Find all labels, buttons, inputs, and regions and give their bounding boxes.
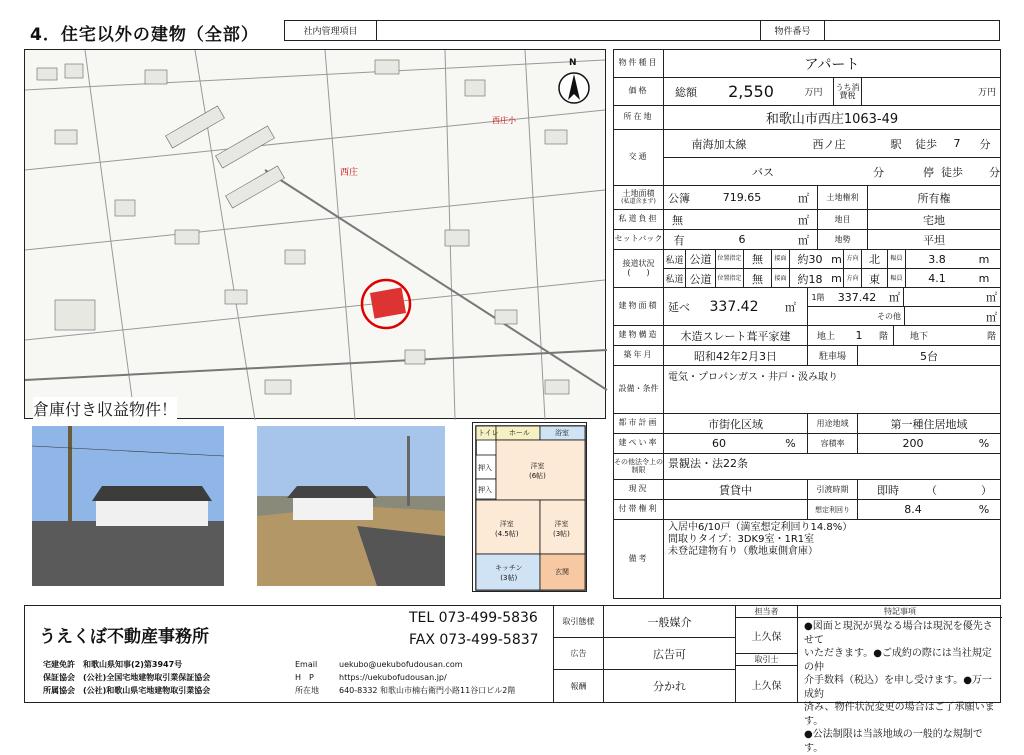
bldg-sqm: ㎡ (774, 288, 808, 325)
koubo: 公簿 (668, 191, 690, 205)
row-price (614, 78, 1000, 106)
parking-value: 5台 (920, 349, 938, 363)
genkyo-value: 賃貸中 (664, 480, 808, 499)
hikiwatashi-label: 引渡時期 (808, 480, 858, 499)
plan-kitchen: キッチン (3帖) (495, 564, 523, 582)
shozoku-label: 所属協会 (43, 686, 75, 695)
kenpei-value: 60 (712, 437, 726, 450)
tokki-label: 特記事項 (798, 606, 1002, 618)
plan-toilet: トイレ (478, 429, 499, 437)
kanri-label: 社内管理項目 (285, 21, 377, 40)
road2-pub: 公道 (686, 269, 716, 288)
floor-plan (472, 422, 587, 592)
torihikishi-value: 上久保 (736, 666, 798, 702)
sotei-value: 8.4 (904, 503, 922, 516)
nobe-label: 延べ (668, 300, 690, 314)
hoshu-value: 分かれ (604, 670, 736, 702)
chijo-value: 1 (855, 329, 863, 342)
road2-length: 約18 (797, 272, 823, 286)
parking-label: 駐車場 (808, 346, 858, 365)
bukken-label: 物件番号 (761, 21, 825, 40)
yoseki-pct: % (978, 437, 990, 450)
road2-width: 4.1 (928, 272, 946, 285)
tokki-line-1: ●図面と現況が異なる場合は現況を優先させて (804, 621, 993, 646)
page-title: 4．住宅以外の建物（全部） (30, 25, 259, 45)
row-road (614, 250, 1000, 288)
station: 西ノ庄 (812, 137, 846, 151)
spec-table (613, 49, 1001, 599)
map-tagline: 倉庫付き収益物件！ (33, 397, 177, 420)
setback-sqm: ㎡ (790, 230, 818, 249)
torihiki-value: 一般媒介 (604, 606, 736, 638)
email-value[interactable]: uekubo@uekubofudousan.com (339, 660, 463, 669)
price-label: 価格 (614, 78, 664, 105)
price-sogaku: 総額 (675, 85, 697, 99)
road-paren: ( ) (627, 267, 650, 277)
plan-bath: 浴室 (555, 429, 569, 437)
row-building-area (614, 288, 1000, 326)
road1-direction: 北 (862, 250, 888, 268)
tokki-line-5: ●公法制限は当該地域の一般的な規制です。 (804, 729, 983, 754)
north-arrow-icon (557, 58, 591, 108)
address-label: 所在地 (295, 686, 319, 695)
email-label: Email (295, 660, 318, 669)
row-futai (614, 500, 1000, 520)
road1-dir-label: 方向 (844, 250, 862, 268)
shido-value: 無 (672, 213, 683, 227)
row-other-law (614, 454, 1000, 480)
chimoku-value: 宅地 (923, 213, 945, 227)
kai2-unit: 階 (986, 332, 996, 342)
plan-room-3: 洋室 (3帖) (553, 520, 570, 538)
hosho-value: (公社)全国宅地建物取引業保証協会 (83, 673, 211, 682)
type-value: アパート (804, 56, 860, 73)
fun2-unit: 分 (989, 166, 1000, 179)
land-sub: (私道含まず) (621, 197, 656, 205)
bukken-value (825, 21, 999, 40)
road2-m: m (830, 269, 844, 288)
road2-direction: 東 (862, 269, 888, 288)
tei-label: 停 (923, 166, 934, 179)
struct-label: 建物構造 (614, 326, 664, 345)
price-tax-unit: 万円 (977, 88, 996, 98)
road1-kind: 私道 (664, 250, 686, 268)
biko-label: 備考 (614, 520, 664, 598)
hosho-label: 保証協会 (43, 673, 75, 682)
kenri-label: 土地権利 (818, 186, 868, 209)
addr-value: 和歌山市西庄1063-49 (765, 112, 899, 127)
city-value: 市街化区域 (664, 414, 808, 433)
road1-ichi-value: 無 (744, 250, 772, 268)
built-label: 築年月 (614, 346, 664, 365)
city-label: 都市計画 (614, 414, 664, 433)
walk-minutes: 7 (953, 137, 961, 150)
map-label-nishisho: 西庄 (340, 168, 359, 178)
biko-line-3: 未登記建物有り（敷地東側倉庫） (668, 546, 818, 557)
biko-line-1: 入居中6/10戸（満室想定利回り14.8%） (668, 522, 853, 533)
floor1-sqm: ㎡ (886, 288, 904, 306)
type-label: 物件種目 (614, 50, 664, 77)
row-structure (614, 326, 1000, 346)
equip-value: 電気・プロパンガス・井戸・汲み取り (668, 372, 838, 383)
license-label: 宅建免許 (43, 660, 75, 669)
price-value: 2,550 (728, 82, 774, 101)
sotei-pct: % (978, 503, 990, 516)
toho2-label: 徒歩 (941, 166, 963, 179)
chimoku-label: 地目 (818, 210, 868, 229)
torihikishi-label: 取引士 (736, 654, 798, 666)
tokki-notes (804, 620, 1000, 755)
road2-dir-label: 方向 (844, 269, 862, 288)
koukoku-label: 広告 (554, 638, 604, 670)
tokki-line-2: いただきます。●ご成約の際には当社規定の仲 (804, 648, 992, 673)
floor2-sqm: ㎡ (986, 291, 997, 304)
struct-value: 木造スレート葺平家建 (664, 326, 808, 345)
addr-label: 所在地 (614, 106, 664, 129)
traffic-label: 交通 (614, 130, 664, 185)
road2-m2: m (978, 272, 990, 285)
kenpei-pct: % (774, 434, 808, 453)
company-info (43, 658, 210, 697)
row-equipment (614, 366, 1000, 414)
kanri-value (377, 21, 761, 40)
map-label-school: 西庄小 (492, 116, 516, 125)
setback-value: 有 (673, 233, 685, 247)
bldg-area: 337.42 (709, 298, 759, 315)
road2-setsu: 接面 (772, 269, 790, 288)
tanto-value: 上久保 (736, 618, 798, 654)
hp-link[interactable]: https://uekubofudousan.jp/ (339, 673, 447, 682)
building-photo-2 (257, 426, 445, 586)
kai-unit: 階 (874, 326, 894, 345)
eki-unit: 駅 (890, 137, 902, 151)
other-label: その他法令上の制限 (614, 454, 664, 479)
youto-label: 用途地域 (808, 414, 858, 433)
torihiki-label: 取引態様 (554, 606, 604, 638)
floor1-area: 337.42 (837, 290, 877, 304)
road2-kind: 私道 (664, 269, 686, 288)
tanto-label: 担当者 (736, 606, 798, 618)
company-name: うえくぼ不動産事務所 (39, 627, 209, 647)
row-built (614, 346, 1000, 366)
road1-pub: 公道 (686, 250, 716, 268)
plan-closet-1: 押入 (478, 464, 492, 472)
road2-fuku: 幅員 (888, 269, 906, 288)
toho-label: 徒歩 (915, 137, 937, 151)
row-shido (614, 210, 1000, 230)
road1-length: 約30 (797, 253, 823, 266)
company-fax: FAX 073-499-5837 (409, 632, 539, 648)
company-tel: TEL 073-499-5836 (409, 610, 538, 626)
road1-width: 3.8 (928, 252, 946, 266)
row-city-plan (614, 414, 1000, 434)
shozoku-value: (公社)和歌山県宅地建物取引業協会 (83, 686, 211, 695)
road1-setsu: 接面 (772, 250, 790, 268)
row-kenpei (614, 434, 1000, 454)
land-sqm: ㎡ (790, 186, 818, 209)
road2-ichi: 位置指定 (716, 269, 744, 288)
kenpei-label: 建ぺい率 (614, 434, 664, 453)
road1-m: m (830, 250, 844, 268)
genkyo-label: 現況 (614, 480, 664, 499)
building-photo-1 (32, 426, 224, 586)
row-biko (614, 520, 1000, 598)
location-map (24, 49, 606, 419)
other-value: 景観法・法22条 (668, 457, 748, 470)
equip-label: 設備・条件 (614, 366, 664, 413)
setback-label: セットバック (614, 230, 664, 249)
price-tax-label: うち消費税 (834, 78, 862, 105)
shido-label: 私道負担 (614, 210, 664, 229)
footer (24, 605, 1001, 754)
shido-sqm: ㎡ (790, 210, 818, 229)
license-value: 和歌山県知事(2)第3947号 (83, 660, 183, 669)
yoseki-label: 容積率 (808, 434, 858, 453)
fun-unit: 分 (979, 137, 991, 151)
contact-info (295, 658, 515, 697)
road1-fuku: 幅員 (888, 250, 906, 268)
footer-table (553, 606, 1001, 754)
plan-hall: ホール (509, 429, 530, 437)
bldg-label: 建物面積 (614, 288, 664, 325)
header-table (284, 20, 1000, 41)
train-line: 南海加太線 (691, 137, 747, 151)
youto-value: 第一種住居地域 (890, 417, 968, 431)
kenri-value: 所有権 (917, 191, 951, 205)
chika-label: 地下 (909, 332, 928, 342)
chisei-label: 地勢 (818, 230, 868, 249)
sonota-sqm: ㎡ (904, 307, 1000, 326)
plan-room-2: 洋室 (4.5帖) (495, 520, 519, 538)
road1-ichi: 位置指定 (716, 250, 744, 268)
land-area: 719.65 (722, 191, 762, 204)
hikiwatashi-paren: （ ） (926, 483, 992, 497)
hikiwatashi-value: 即時 (877, 483, 899, 497)
sonota-label: その他 (877, 312, 901, 321)
row-type (614, 50, 1000, 78)
chijo-label: 地上 (816, 332, 835, 342)
hp-label: H P (295, 673, 314, 682)
map-drawing (25, 50, 607, 420)
yoseki-value: 200 (902, 437, 924, 450)
price-unit: 万円 (794, 78, 834, 105)
plan-closet-2: 押入 (478, 486, 492, 494)
floor1-label: 1階 (811, 292, 825, 302)
north-letter: N (569, 58, 577, 68)
futai-label: 付帯権利 (614, 500, 664, 519)
row-address (614, 106, 1000, 130)
futai-value (664, 500, 808, 519)
row-traffic (614, 130, 1000, 186)
sotei-label: 想定利回り (808, 500, 858, 519)
bus-fun: 分 (873, 166, 884, 179)
built-value: 昭和42年2月3日 (664, 346, 808, 365)
land-label: 土地面積 (622, 188, 655, 198)
road-label: 接道状況 (622, 258, 655, 268)
koukoku-value: 広告可 (604, 638, 736, 670)
road1-m2: m (978, 252, 990, 266)
tokki-line-4: 済み、物件状況変更の場合はご了承願います。 (804, 702, 995, 727)
plan-room-1: 洋室 (6帖) (529, 462, 546, 480)
hoshu-label: 報酬 (554, 670, 604, 702)
road2-ichi-value: 無 (744, 269, 772, 288)
setback-area: 6 (738, 233, 746, 246)
row-setback (614, 230, 1000, 250)
bus-label: バス (752, 166, 774, 179)
row-land (614, 186, 1000, 210)
chisei-value: 平坦 (923, 233, 945, 247)
tokki-line-3: 介手数料（税込）を申し受けます。●万一成約 (804, 675, 992, 700)
address-value: 640-8332 和歌山市楠右衛門小路11谷口ビル2階 (339, 686, 516, 695)
biko-line-2: 間取りタイプ：3DK9室・1R1室 (668, 534, 815, 545)
row-genkyo (614, 480, 1000, 500)
plan-entrance: 玄関 (555, 568, 569, 576)
